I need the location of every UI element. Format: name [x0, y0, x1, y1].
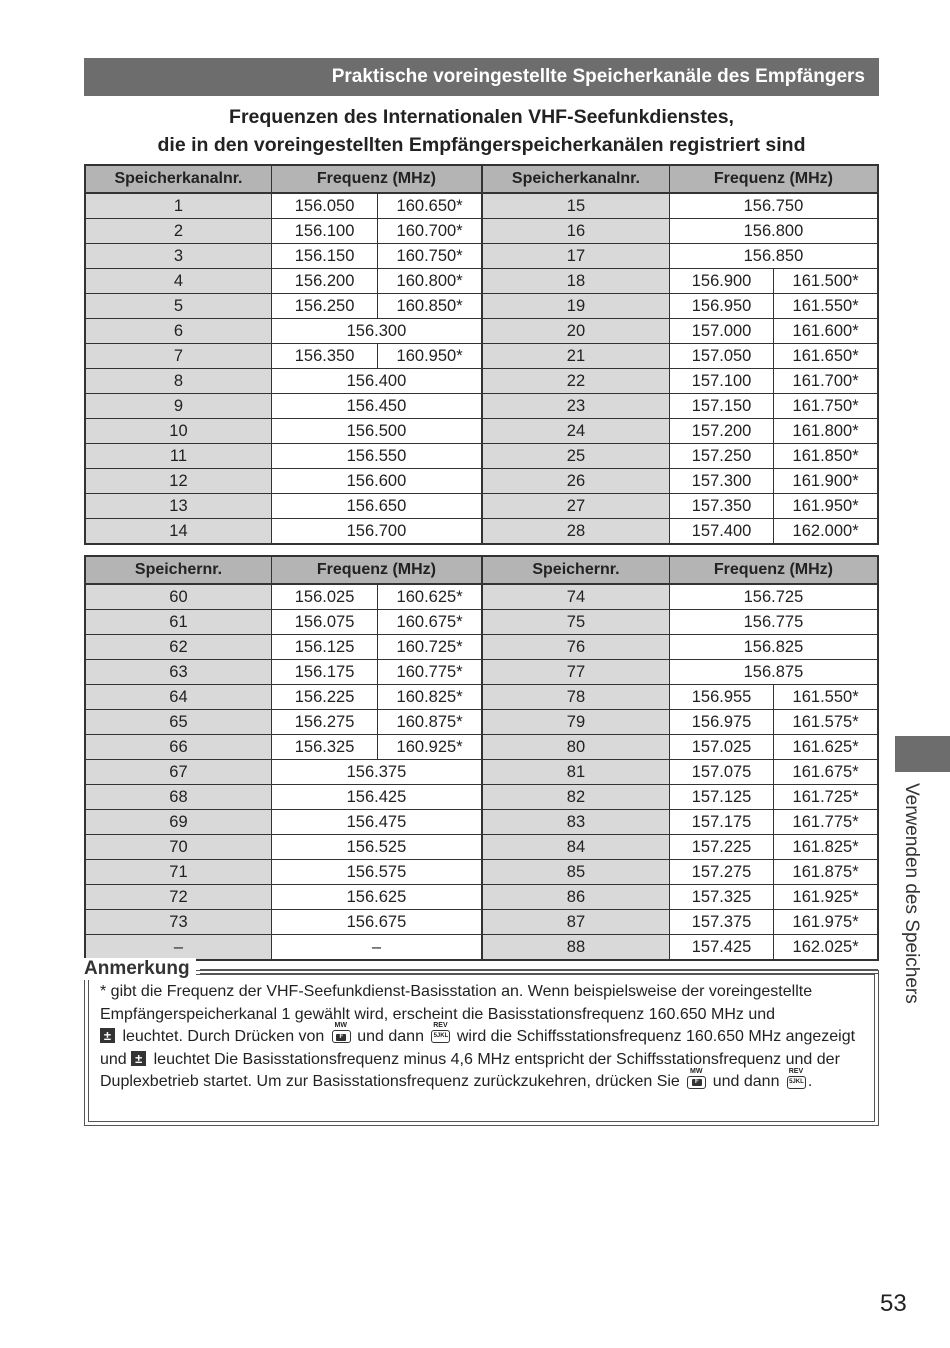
table-row	[85, 294, 878, 319]
channel-number-cell: 88	[482, 935, 669, 961]
table-row	[85, 193, 878, 219]
channel-number-cell: 66	[85, 735, 271, 760]
table-row	[85, 269, 878, 294]
frequency-cell: 156.400	[271, 369, 482, 394]
channel-number-cell: 17	[482, 244, 669, 269]
note-text-1: * gibt die Frequenz der VHF-Seefunkdienst-Basisstation an. Wenn beispielsweise der voreingestellte Empfängerspeicherkanal 1 gewählt wird, erscheint die Basisstationsfrequenz 160.650 MHz und	[100, 983, 813, 1023]
base-frequency-cell: 161.550*	[774, 685, 878, 710]
channel-number-cell: 5	[85, 294, 271, 319]
note-text-4: wird die Schiffsstationsfrequenz 160.650 MHz angezeigt und	[100, 1028, 856, 1068]
channel-table-2	[84, 555, 879, 961]
channel-number-cell: 1	[85, 193, 271, 219]
base-frequency-cell: 160.675*	[378, 610, 482, 635]
base-frequency-cell: 161.825*	[774, 835, 878, 860]
base-frequency-cell: 161.800*	[774, 419, 878, 444]
channel-table-1	[84, 164, 879, 545]
base-frequency-cell: 161.675*	[774, 760, 878, 785]
frequency-cell: 156.700	[271, 519, 482, 545]
channel-number-cell: 69	[85, 810, 271, 835]
ship-frequency-cell: 156.225	[271, 685, 377, 710]
header-channel-right: Speichernr.	[482, 556, 669, 584]
ship-frequency-cell: 157.250	[669, 444, 773, 469]
ship-frequency-cell: 156.955	[669, 685, 773, 710]
channel-number-cell: 24	[482, 419, 669, 444]
table-row	[85, 735, 878, 760]
table-row	[85, 685, 878, 710]
duplex-icon: ±	[100, 1028, 115, 1043]
base-frequency-cell: 160.850*	[378, 294, 482, 319]
table-row	[85, 610, 878, 635]
ship-frequency-cell: 156.075	[271, 610, 377, 635]
channel-number-cell: 86	[482, 885, 669, 910]
ship-frequency-cell: 157.375	[669, 910, 773, 935]
note-text-5: leuchtet Die Basisstationsfrequenz minus 4,6 MHz entspricht der Schiffsstationsfrequenz und der Duplexbetrieb startet. Um zur Basisstationsfrequenz zurückzukehren, drücken Sie	[100, 1050, 840, 1091]
channel-number-cell: –	[85, 935, 271, 961]
channel-number-cell: 6	[85, 319, 271, 344]
channel-number-cell: 78	[482, 685, 669, 710]
ship-frequency-cell: 156.050	[271, 193, 377, 219]
ship-frequency-cell: 157.300	[669, 469, 773, 494]
base-frequency-cell: 161.750*	[774, 394, 878, 419]
frequency-cell: 156.525	[271, 835, 482, 860]
ship-frequency-cell: 157.150	[669, 394, 773, 419]
base-frequency-cell: 161.875*	[774, 860, 878, 885]
ship-frequency-cell: 156.200	[271, 269, 377, 294]
frequency-cell: 156.425	[271, 785, 482, 810]
frequency-cell: 156.800	[669, 219, 878, 244]
base-frequency-cell: 160.875*	[378, 710, 482, 735]
base-frequency-cell: 161.775*	[774, 810, 878, 835]
ship-frequency-cell: 156.175	[271, 660, 377, 685]
channel-number-cell: 73	[85, 910, 271, 935]
duplex-icon: ±	[131, 1051, 146, 1066]
frequency-cell: 156.475	[271, 810, 482, 835]
table-row	[85, 635, 878, 660]
header-channel-left: Speichernr.	[85, 556, 271, 584]
note-text-3: und dann	[357, 1028, 424, 1046]
channel-number-cell: 79	[482, 710, 669, 735]
base-frequency-cell: 161.900*	[774, 469, 878, 494]
channel-number-cell: 67	[85, 760, 271, 785]
frequency-cell: 156.650	[271, 494, 482, 519]
table-row	[85, 494, 878, 519]
ship-frequency-cell: 157.000	[669, 319, 773, 344]
f-key-icon: $\frac{MW}{F}$	[686, 1074, 706, 1089]
channel-number-cell: 82	[482, 785, 669, 810]
frequency-cell: –	[271, 935, 482, 961]
channel-number-cell: 80	[482, 735, 669, 760]
base-frequency-cell: 161.625*	[774, 735, 878, 760]
ship-frequency-cell: 156.025	[271, 584, 377, 610]
channel-number-cell: 9	[85, 394, 271, 419]
channel-number-cell: 25	[482, 444, 669, 469]
ship-frequency-cell: 156.150	[271, 244, 377, 269]
table-row	[85, 319, 878, 344]
five-key-icon: REV 5JKL	[430, 1028, 450, 1043]
frequency-cell: 156.675	[271, 910, 482, 935]
base-frequency-cell: 160.800*	[378, 269, 482, 294]
channel-number-cell: 23	[482, 394, 669, 419]
frequency-cell: 156.300	[271, 319, 482, 344]
channel-number-cell: 21	[482, 344, 669, 369]
base-frequency-cell: 160.825*	[378, 685, 482, 710]
channel-number-cell: 64	[85, 685, 271, 710]
ship-frequency-cell: 157.400	[669, 519, 773, 545]
channel-number-cell: 2	[85, 219, 271, 244]
base-frequency-cell: 160.775*	[378, 660, 482, 685]
base-frequency-cell: 160.750*	[378, 244, 482, 269]
heading-line-2: die in den voreingestellten Empfängerspeicherkanälen registriert sind	[157, 134, 806, 156]
base-frequency-cell: 161.850*	[774, 444, 878, 469]
channel-number-cell: 75	[482, 610, 669, 635]
channel-number-cell: 4	[85, 269, 271, 294]
ship-frequency-cell: 156.900	[669, 269, 773, 294]
table-row	[85, 369, 878, 394]
base-frequency-cell: 161.650*	[774, 344, 878, 369]
table-row	[85, 519, 878, 545]
five-key-icon: REV 5JKL	[786, 1074, 806, 1089]
ship-frequency-cell: 157.275	[669, 860, 773, 885]
f-key-icon: $\frac{MW}{F}$	[331, 1028, 351, 1043]
frequency-cell: 156.850	[669, 244, 878, 269]
ship-frequency-cell: 157.125	[669, 785, 773, 810]
channel-number-cell: 16	[482, 219, 669, 244]
note-text	[100, 981, 870, 1094]
channel-number-cell: 14	[85, 519, 271, 545]
base-frequency-cell: 161.725*	[774, 785, 878, 810]
frequency-cell: 156.450	[271, 394, 482, 419]
header-frequency-left: Frequenz (MHz)	[271, 165, 482, 193]
table-row	[85, 584, 878, 610]
ship-frequency-cell: 157.050	[669, 344, 773, 369]
note-text-7: .	[807, 1073, 813, 1091]
frequency-cell: 156.575	[271, 860, 482, 885]
frequency-cell: 156.725	[669, 584, 878, 610]
channel-number-cell: 76	[482, 635, 669, 660]
base-frequency-cell: 161.500*	[774, 269, 878, 294]
frequency-cell: 156.600	[271, 469, 482, 494]
channel-number-cell: 84	[482, 835, 669, 860]
ship-frequency-cell: 157.175	[669, 810, 773, 835]
channel-number-cell: 20	[482, 319, 669, 344]
ship-frequency-cell: 156.100	[271, 219, 377, 244]
base-frequency-cell: 162.000*	[774, 519, 878, 545]
ship-frequency-cell: 157.325	[669, 885, 773, 910]
ship-frequency-cell: 157.200	[669, 419, 773, 444]
channel-number-cell: 61	[85, 610, 271, 635]
header-channel-left: Speicherkanalnr.	[85, 165, 271, 193]
channel-number-cell: 83	[482, 810, 669, 835]
base-frequency-cell: 162.025*	[774, 935, 878, 961]
channel-number-cell: 74	[482, 584, 669, 610]
base-frequency-cell: 161.575*	[774, 710, 878, 735]
channel-number-cell: 85	[482, 860, 669, 885]
section-side-tab	[895, 736, 950, 772]
base-frequency-cell: 160.650*	[378, 193, 482, 219]
base-frequency-cell: 160.925*	[378, 735, 482, 760]
ship-frequency-cell: 156.975	[669, 710, 773, 735]
ship-frequency-cell: 157.425	[669, 935, 773, 961]
table-row	[85, 469, 878, 494]
ship-frequency-cell: 156.275	[271, 710, 377, 735]
base-frequency-cell: 161.600*	[774, 319, 878, 344]
header-frequency-right: Frequenz (MHz)	[669, 165, 878, 193]
base-frequency-cell: 160.950*	[378, 344, 482, 369]
frequency-cell: 156.500	[271, 419, 482, 444]
header-frequency-left: Frequenz (MHz)	[271, 556, 482, 584]
channel-number-cell: 18	[482, 269, 669, 294]
table-row	[85, 419, 878, 444]
channel-number-cell: 27	[482, 494, 669, 519]
channel-number-cell: 15	[482, 193, 669, 219]
channel-number-cell: 12	[85, 469, 271, 494]
table-row	[85, 885, 878, 910]
channel-number-cell: 87	[482, 910, 669, 935]
channel-number-cell: 81	[482, 760, 669, 785]
channel-number-cell: 28	[482, 519, 669, 545]
page-number: 53	[880, 1290, 907, 1317]
frequency-cell: 156.750	[669, 193, 878, 219]
channel-number-cell: 19	[482, 294, 669, 319]
channel-number-cell: 68	[85, 785, 271, 810]
note-label: Anmerkung	[84, 958, 196, 980]
note-text-2: leuchtet. Durch Drücken von	[122, 1028, 325, 1046]
base-frequency-cell: 161.550*	[774, 294, 878, 319]
ship-frequency-cell: 156.350	[271, 344, 377, 369]
header-channel-right: Speicherkanalnr.	[482, 165, 669, 193]
ship-frequency-cell: 156.325	[271, 735, 377, 760]
table-row	[85, 444, 878, 469]
base-frequency-cell: 160.700*	[378, 219, 482, 244]
ship-frequency-cell: 156.125	[271, 635, 377, 660]
table-row	[85, 860, 878, 885]
channel-number-cell: 10	[85, 419, 271, 444]
ship-frequency-cell: 157.025	[669, 735, 773, 760]
frequency-cell: 156.625	[271, 885, 482, 910]
ship-frequency-cell: 157.100	[669, 369, 773, 394]
note-rule	[200, 969, 878, 974]
channel-number-cell: 70	[85, 835, 271, 860]
ship-frequency-cell: 157.350	[669, 494, 773, 519]
table-row	[85, 710, 878, 735]
channel-number-cell: 60	[85, 584, 271, 610]
ship-frequency-cell: 156.950	[669, 294, 773, 319]
channel-number-cell: 7	[85, 344, 271, 369]
channel-number-cell: 3	[85, 244, 271, 269]
frequency-cell: 156.375	[271, 760, 482, 785]
table-row	[85, 244, 878, 269]
base-frequency-cell: 161.925*	[774, 885, 878, 910]
heading-line-1: Frequenzen des Internationalen VHF-Seefunkdienstes,	[229, 106, 734, 128]
channel-number-cell: 63	[85, 660, 271, 685]
table-row	[85, 660, 878, 685]
frequency-cell: 156.775	[669, 610, 878, 635]
section-banner: Praktische voreingestellte Speicherkanäle des Empfängers	[84, 58, 879, 96]
table-row	[85, 394, 878, 419]
ship-frequency-cell: 156.250	[271, 294, 377, 319]
base-frequency-cell: 160.725*	[378, 635, 482, 660]
channel-number-cell: 26	[482, 469, 669, 494]
table-row	[85, 760, 878, 785]
channel-number-cell: 77	[482, 660, 669, 685]
note-text-6: und dann	[712, 1073, 780, 1091]
channel-number-cell: 13	[85, 494, 271, 519]
channel-number-cell: 65	[85, 710, 271, 735]
table-row	[85, 910, 878, 935]
channel-number-cell: 72	[85, 885, 271, 910]
table-row	[85, 219, 878, 244]
frequency-cell: 156.875	[669, 660, 878, 685]
table-row	[85, 835, 878, 860]
channel-number-cell: 71	[85, 860, 271, 885]
channel-number-cell: 62	[85, 635, 271, 660]
frequency-cell: 156.825	[669, 635, 878, 660]
base-frequency-cell: 160.625*	[378, 584, 482, 610]
channel-number-cell: 22	[482, 369, 669, 394]
table-row	[85, 935, 878, 961]
table-row	[85, 810, 878, 835]
header-frequency-right: Frequenz (MHz)	[669, 556, 878, 584]
ship-frequency-cell: 157.225	[669, 835, 773, 860]
table-row	[85, 785, 878, 810]
frequency-cell: 156.550	[271, 444, 482, 469]
channel-number-cell: 8	[85, 369, 271, 394]
base-frequency-cell: 161.975*	[774, 910, 878, 935]
base-frequency-cell: 161.950*	[774, 494, 878, 519]
table-row	[85, 344, 878, 369]
channel-number-cell: 11	[85, 444, 271, 469]
ship-frequency-cell: 157.075	[669, 760, 773, 785]
base-frequency-cell: 161.700*	[774, 369, 878, 394]
